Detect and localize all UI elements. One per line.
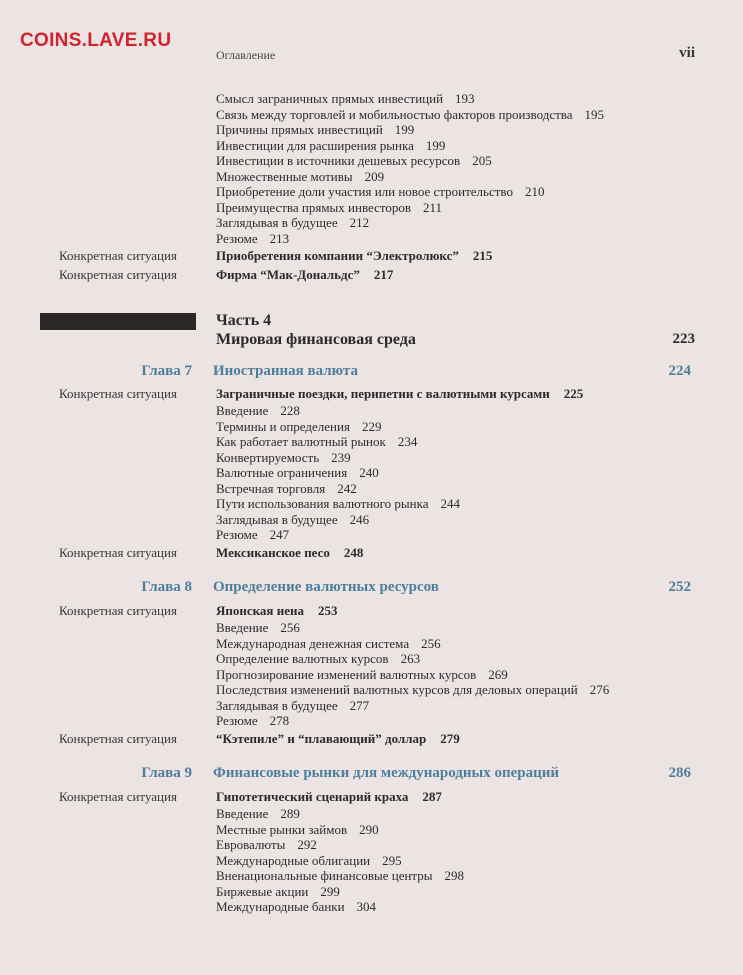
toc-entry: Валютные ограничения 240: [216, 465, 379, 480]
toc-entry: Множественные мотивы 209: [216, 168, 385, 184]
part-label: Часть 4: [216, 312, 272, 329]
toc-entry: Связь между торговлей и мобильностью факторов производства 195: [216, 106, 605, 122]
toc-entry: Встречная торговля 242: [216, 480, 357, 496]
toc-entry: Последствия изменений валютных курсов для деловых операций 276: [216, 682, 610, 697]
toc-entry: Заглядывая в будущее 277: [216, 697, 370, 713]
case-study-row: Конкретная ситуация “Кэтепиле” и “плавающий” доллар 279: [59, 730, 460, 746]
toc-entry: Инвестиции в источники дешевых ресурсов 205: [216, 153, 492, 168]
toc-entry: Резюме 247: [216, 527, 290, 542]
toc-entry: Как работает валютный рынок 234: [216, 434, 418, 449]
part-title: Мировая финансовая среда: [216, 331, 416, 348]
page-number: vii: [679, 45, 695, 61]
toc-entry: Конвертируемость 239: [216, 449, 351, 465]
toc-entry: Евровалюты 292: [216, 837, 317, 852]
toc-entry: Введение 228: [216, 403, 300, 418]
chapter-heading: Глава 8 Определение валютных ресурсов 252: [141, 579, 691, 595]
case-study-row: Конкретная ситуация Заграничные поездки, перипетии с валютными курсами 225: [59, 386, 584, 401]
toc-entry: Введение 289: [216, 806, 300, 821]
toc-entry: Преимущества прямых инвесторов 211: [216, 199, 443, 215]
part-marker-bar: [40, 313, 196, 330]
toc-entry: Приобретение доли участия или новое строительство 210: [216, 184, 545, 199]
toc-section-top: [0, 91, 743, 284]
part-page-number: 223: [672, 331, 695, 347]
toc-entry: Биржевые акции 299: [216, 883, 340, 899]
toc-entry: Инвестиции для расширения рынка 199: [216, 137, 446, 153]
chapter-7-contents: [0, 384, 743, 562]
toc-entry: Резюме 278: [216, 713, 290, 728]
toc-entry: Заглядывая в будущее 246: [216, 511, 370, 527]
toc-entry: Определение валютных курсов 263: [216, 651, 421, 666]
chapter-9-contents: [0, 787, 743, 915]
toc-entry: Термины и определения 229: [216, 418, 382, 434]
toc-entry: Международные облигации 295: [216, 852, 402, 868]
chapter-8-contents: [0, 601, 743, 748]
toc-entry: Пути использования валютного рынка 244: [216, 496, 461, 511]
toc-entry: Смысл заграничных прямых инвестиций 193: [216, 91, 475, 106]
toc-entry: Причины прямых инвестиций 199: [216, 122, 415, 137]
toc-entry: Местные рынки займов 290: [216, 821, 379, 837]
running-head: Оглавление: [216, 48, 276, 62]
chapter-heading: Глава 9 Финансовые рынки для международных операций 286: [141, 765, 691, 781]
watermark: COINS.LAVE.RU: [20, 30, 172, 51]
toc-entry: Вненациональные финансовые центры 298: [216, 868, 464, 883]
chapter-heading: Глава 7 Иностранная валюта 224: [141, 363, 691, 379]
toc-entry: Прогнозирование изменений валютных курсов 269: [216, 666, 508, 682]
case-study-row: Конкретная ситуация Гипотетический сценарий краха 287: [59, 789, 442, 804]
toc-entry: Заглядывая в будущее 212: [216, 215, 370, 230]
toc-entry: Международная денежная система 256: [216, 635, 441, 651]
case-study-row: Конкретная ситуация Японская иена 253: [59, 603, 338, 618]
case-study-row: Конкретная ситуация Фирма “Мак-Дональдс” 217: [59, 267, 394, 282]
toc-entry: Международные банки 304: [216, 899, 377, 914]
toc-entry: Введение 256: [216, 620, 300, 635]
toc-entry: Резюме 213: [216, 230, 290, 246]
case-study-row: Конкретная ситуация Приобретения компании “Электролюкс” 215: [59, 248, 493, 263]
case-study-row: Конкретная ситуация Мексиканское песо 248: [59, 544, 364, 560]
